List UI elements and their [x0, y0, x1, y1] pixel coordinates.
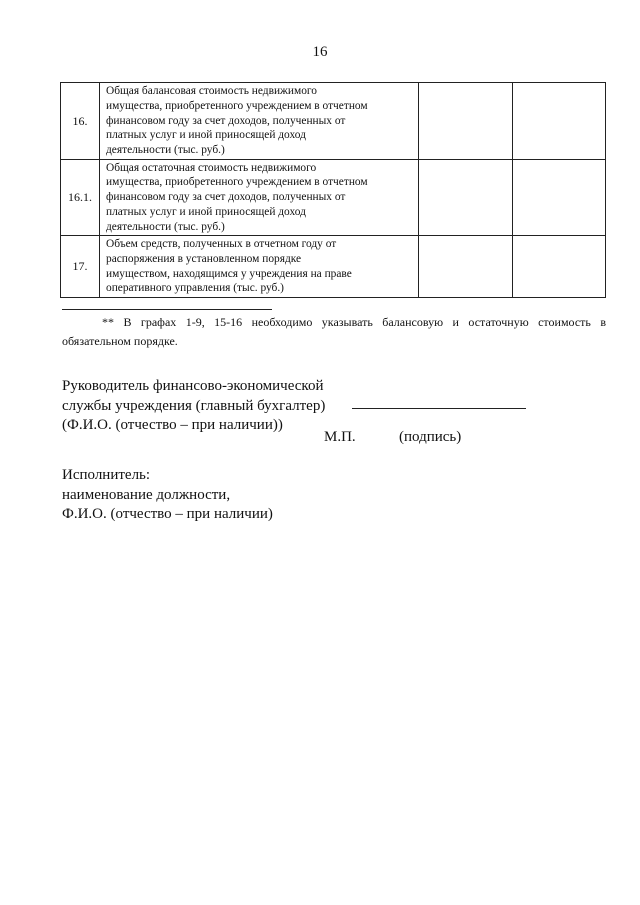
row-description: [100, 160, 419, 236]
executor-line: наименование должности,: [62, 486, 231, 503]
row-number: 17.: [61, 236, 100, 298]
signature-title-line: службы учреждения (главный бухгалтер): [62, 397, 326, 414]
signature-title: [62, 377, 325, 436]
value-cell: [512, 236, 605, 298]
stamp-label: М.П.: [324, 429, 356, 445]
signature-caption: (подпись): [399, 429, 462, 445]
description-line: деятельности (тыс. руб.): [106, 144, 225, 157]
description-line: распоряжения в установленном порядке: [106, 252, 302, 265]
footnote-divider: [62, 309, 272, 310]
property-table: [60, 82, 606, 298]
description-line: финансовом году за счет доходов, полученных от: [106, 114, 346, 127]
value-cell: [419, 236, 512, 298]
description-line: финансовом году за счет доходов, полученных от: [106, 191, 346, 204]
description-line: имущества, приобретенного учреждением в отчетном: [106, 176, 368, 189]
value-cell: [512, 83, 605, 160]
row-description: [100, 236, 419, 298]
value-cell: [419, 160, 512, 236]
description-line: Общая остаточная стоимость недвижимого: [106, 161, 317, 174]
signature-line: [352, 408, 526, 409]
description-line: имуществом, находящимся у учреждения на праве: [106, 267, 352, 280]
description-line: имущества, приобретенного учреждением в отчетном: [106, 99, 368, 112]
description-line: деятельности (тыс. руб.): [106, 220, 225, 233]
executor-line: Ф.И.О. (отчество – при наличии): [62, 506, 273, 522]
signature-title-line: (Ф.И.О. (отчество – при наличии)): [62, 417, 283, 433]
description-line: платных услуг и иной приносящей доход: [106, 205, 306, 218]
row-number: 16.1.: [61, 160, 100, 236]
description-line: оперативного управления (тыс. руб.): [106, 282, 284, 295]
value-cell: [419, 83, 512, 160]
description-line: Общая балансовая стоимость недвижимого: [106, 85, 318, 97]
table-row: [61, 236, 606, 298]
footnote: ** В графах 1-9, 15-16 необходимо указывать балансовую и остаточную стоимость в обязательном порядке.: [62, 315, 606, 348]
row-description: [100, 83, 419, 160]
value-cell: [512, 160, 605, 236]
page-number: 16: [312, 44, 328, 60]
executor-block: [62, 466, 273, 525]
executor-line: Исполнитель:: [62, 467, 151, 483]
table-row: [61, 160, 606, 236]
signature-title-line: Руководитель финансово-экономической: [62, 378, 324, 394]
description-line: Объем средств, полученных в отчетном году от: [106, 237, 337, 250]
description-line: платных услуг и иной приносящей доход: [106, 129, 306, 142]
row-number: 16.: [61, 83, 100, 160]
table-row: [61, 83, 606, 160]
